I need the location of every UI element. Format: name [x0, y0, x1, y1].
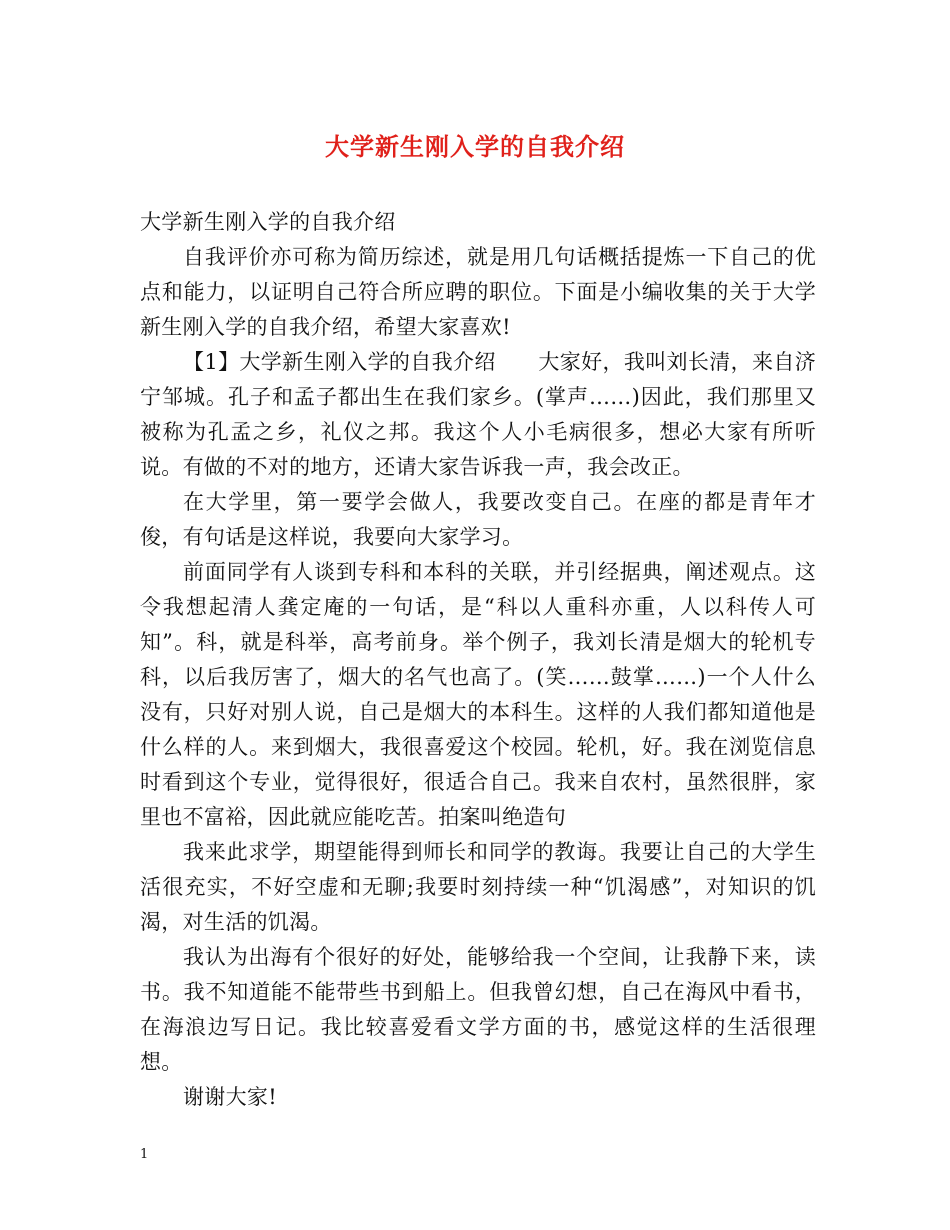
- paragraph-learning-hopes: 我来此求学，期望能得到师长和同学的教诲。我要让自己的大学生活很充实，不好空虚和无聊;我要时刻持续一种“饥渴感”，对知识的饥渴，对生活的饥渴。: [140, 840, 816, 934]
- subtitle-line: 大学新生刚入学的自我介绍: [140, 210, 396, 234]
- document-body: [140, 205, 816, 1115]
- page-number: 1: [140, 1147, 149, 1162]
- document-title: 大学新生刚入学的自我介绍: [325, 132, 625, 161]
- paragraph-college-comparison: 前面同学有人谈到专科和本科的关联，并引经据典，阐述观点。这令我想起清人龚定庵的一句话，是“科以人重科亦重，人以科传人可知”。科，就是科举，高考前身。举个例子，我刘长清是烟大的轮机专科，以后我厉害了，烟大的名气也高了。(笑……鼓掌……)一个人什么没有，只好对别人说，自己是烟大的本科生。这样的人我们都知道他是什么样的人。来到烟大，我很喜爱这个校园。轮机，好。我在浏览信息时看到这个专业，觉得很好，很适合自己。我来自农村，虽然很胖，家里也不富裕，因此就应能吃苦。拍案叫绝造句: [140, 560, 816, 829]
- paragraph-thanks: 谢谢大家!: [183, 1085, 277, 1109]
- paragraph-sea-life: 我认为出海有个很好的好处，能够给我一个空间，让我静下来，读书。我不知道能不能带些书到船上。但我曾幻想，自己在海风中看书，在海浪边写日记。我比较喜爱看文学方面的书，感觉这样的生活很理想。: [140, 945, 816, 1074]
- paragraph-self-intro: 【1】大学新生刚入学的自我介绍 大家好，我叫刘长清，来自济宁邹城。孔子和孟子都出生在我们家乡。(掌声……)因此，我们那里又被称为孔孟之乡，礼仪之邦。我这个人小毛病很多，想必大家有所听说。有做的不对的地方，还请大家告诉我一声，我会改正。: [140, 350, 816, 479]
- paragraph-intro: 自我评价亦可称为简历综述，就是用几句话概括提炼一下自己的优点和能力，以证明自己符合所应聘的职位。下面是小编收集的关于大学新生刚入学的自我介绍，希望大家喜欢!: [140, 245, 816, 339]
- paragraph-university-goals: 在大学里，第一要学会做人，我要改变自己。在座的都是青年才俊，有句话是这样说，我要向大家学习。: [140, 490, 816, 549]
